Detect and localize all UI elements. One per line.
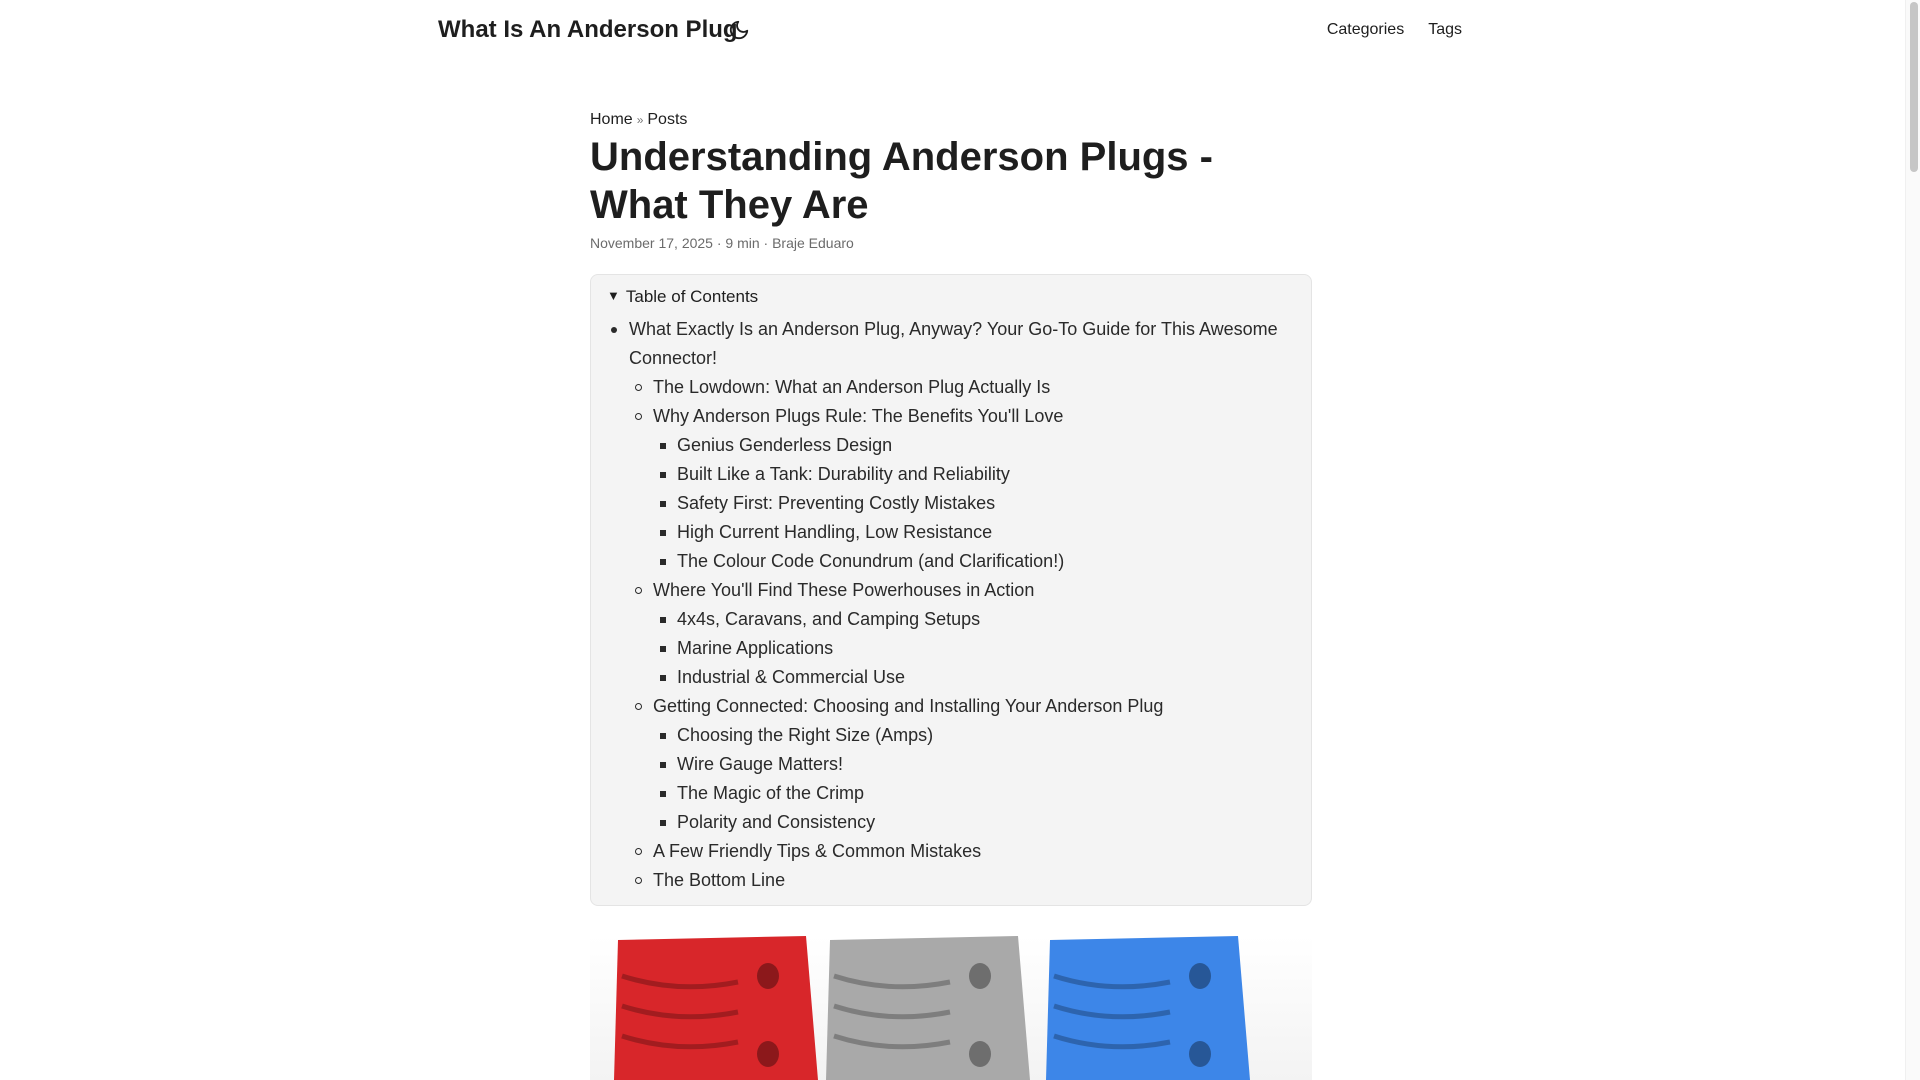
toc-link[interactable]: What Exactly Is an Anderson Plug, Anyway? Your Go-To Guide for This Awesome Connector! [629, 319, 1278, 368]
scrollbar-thumb[interactable] [1910, 2, 1918, 172]
toc-link[interactable]: A Few Friendly Tips & Common Mistakes [653, 841, 982, 861]
square-bullet-icon [660, 820, 666, 826]
circle-bullet-icon [635, 587, 642, 594]
toc-item [591, 431, 1311, 460]
toc-item [591, 489, 1311, 518]
toc-item [591, 779, 1311, 808]
toc-link[interactable]: Why Anderson Plugs Rule: The Benefits You'll Love [653, 406, 1064, 426]
toc-link[interactable]: The Colour Code Conundrum (and Clarification!) [677, 551, 1065, 571]
toc-item [591, 315, 1311, 373]
table-of-contents [590, 274, 1312, 906]
breadcrumb-posts-link[interactable]: Posts [647, 111, 688, 128]
toc-item [591, 460, 1311, 489]
toc-link[interactable]: Wire Gauge Matters! [677, 754, 844, 774]
circle-bullet-icon [635, 877, 642, 884]
toc-item [591, 663, 1311, 692]
toc-link[interactable]: Built Like a Tank: Durability and Reliability [677, 464, 1010, 484]
connector-body [826, 936, 1030, 1080]
hero-image [590, 936, 1312, 1080]
toc-link[interactable]: The Lowdown: What an Anderson Plug Actually Is [653, 377, 1051, 397]
anderson-connectors-image [590, 936, 1312, 1080]
square-bullet-icon [660, 443, 666, 449]
triangle-down-icon: ▼ [607, 288, 620, 303]
connector-body [1046, 936, 1250, 1080]
toc-item [591, 750, 1311, 779]
toc-label: Table of Contents [625, 287, 759, 306]
toc-link[interactable]: Industrial & Commercial Use [677, 667, 906, 687]
page-scrollbar[interactable] [1905, 0, 1920, 1080]
toc-link[interactable]: Polarity and Consistency [677, 812, 876, 832]
toc-item [591, 547, 1311, 576]
post-meta: November 17, 2025 · 9 min · Braje Eduaro [590, 235, 854, 251]
connector-hole [969, 1041, 991, 1067]
moon-icon[interactable] [728, 19, 750, 41]
toc-item [591, 576, 1311, 605]
circle-bullet-icon [635, 848, 642, 855]
nav-categories-link[interactable]: Categories [1326, 21, 1405, 38]
toc-item [591, 518, 1311, 547]
breadcrumb-separator: » [636, 113, 644, 127]
toc-link[interactable]: Safety First: Preventing Costly Mistakes [677, 493, 996, 513]
toc-item [591, 692, 1311, 721]
toc-link[interactable]: The Bottom Line [653, 870, 786, 890]
toc-link[interactable]: High Current Handling, Low Resistance [677, 522, 993, 542]
top-nav [1327, 20, 1462, 40]
square-bullet-icon [660, 646, 666, 652]
square-bullet-icon [660, 501, 666, 507]
site-header [0, 0, 1905, 62]
circle-bullet-icon [635, 384, 642, 391]
circle-bullet-icon [635, 703, 642, 710]
connector-hole [969, 963, 991, 989]
toc-item [591, 866, 1311, 895]
breadcrumb [590, 110, 687, 130]
connector-body [614, 936, 818, 1080]
toc-link[interactable]: Marine Applications [677, 638, 834, 658]
toc-item [591, 721, 1311, 750]
connector-hole [1189, 963, 1211, 989]
toc-link[interactable]: Where You'll Find These Powerhouses in Action [653, 580, 1035, 600]
square-bullet-icon [660, 472, 666, 478]
toc-link[interactable]: Getting Connected: Choosing and Installing Your Anderson Plug [653, 696, 1164, 716]
site-logo-link[interactable]: What Is An Anderson Plug [438, 16, 738, 43]
square-bullet-icon [660, 791, 666, 797]
toc-link[interactable]: The Magic of the Crimp [677, 783, 865, 803]
connector-hole [757, 963, 779, 989]
square-bullet-icon [660, 559, 666, 565]
connector-hole [757, 1041, 779, 1067]
square-bullet-icon [660, 617, 666, 623]
page-title: Understanding Anderson Plugs - What They Are [590, 135, 1213, 227]
toc-item [591, 808, 1311, 837]
toc-item [591, 373, 1311, 402]
toc-item [591, 634, 1311, 663]
toc-list [591, 315, 1311, 895]
toc-item [591, 605, 1311, 634]
connector-hole [1189, 1041, 1211, 1067]
square-bullet-icon [660, 530, 666, 536]
circle-bullet-icon [635, 413, 642, 420]
toc-toggle[interactable] [607, 286, 758, 309]
toc-link[interactable]: 4x4s, Caravans, and Camping Setups [677, 609, 981, 629]
nav-tags-link[interactable]: Tags [1428, 21, 1462, 38]
toc-link[interactable]: Genius Genderless Design [677, 435, 893, 455]
toc-item [591, 402, 1311, 431]
breadcrumb-home-link[interactable]: Home [590, 111, 633, 128]
square-bullet-icon [660, 675, 666, 681]
square-bullet-icon [660, 733, 666, 739]
toc-link[interactable]: Choosing the Right Size (Amps) [677, 725, 934, 745]
square-bullet-icon [660, 762, 666, 768]
disc-bullet-icon [611, 327, 617, 333]
toc-item [591, 837, 1311, 866]
